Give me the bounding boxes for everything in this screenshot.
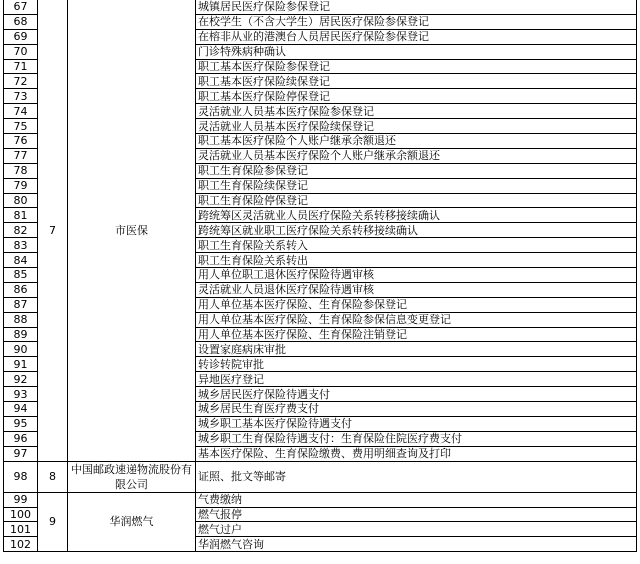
service-item: 职工基本医疗保险个人账户继承余额退还: [196, 134, 637, 149]
service-item: 异地医疗登记: [196, 372, 637, 387]
service-table: [3, 0, 637, 552]
row-index: 83: [4, 238, 38, 253]
row-index: 93: [4, 387, 38, 402]
service-item: 职工生育保险关系转入: [196, 238, 637, 253]
row-index: 74: [4, 104, 38, 119]
row-index: 102: [4, 537, 38, 552]
department-name: 市医保: [68, 0, 196, 461]
service-item: 职工基本医疗保险停保登记: [196, 89, 637, 104]
service-item: 灵活就业人员基本医疗保险参保登记: [196, 104, 637, 119]
service-item: 设置家庭病床审批: [196, 342, 637, 357]
service-item: 华润燃气咨询: [196, 537, 637, 552]
row-index: 69: [4, 29, 38, 44]
row-index: 78: [4, 163, 38, 178]
row-index: 68: [4, 14, 38, 29]
row-index: 101: [4, 522, 38, 537]
service-item: 职工生育保险关系转出: [196, 253, 637, 268]
row-index: 98: [4, 461, 38, 492]
row-index: 75: [4, 119, 38, 134]
service-item: 职工生育保险续保登记: [196, 178, 637, 193]
service-item: 跨统筹区就业职工医疗保险关系转移接续确认: [196, 223, 637, 238]
service-item: 气费缴纳: [196, 492, 637, 507]
table-row: [4, 492, 637, 507]
service-item: 灵活就业人员退休医疗保险待遇审核: [196, 282, 637, 297]
row-index: 97: [4, 446, 38, 461]
service-item: 燃气过户: [196, 522, 637, 537]
department-name: 中国邮政速递物流股份有限公司: [68, 461, 196, 492]
service-item: 在榕非从业的港澳台人员居民医疗保险参保登记: [196, 29, 637, 44]
row-index: 91: [4, 357, 38, 372]
service-item: 职工基本医疗保险续保登记: [196, 74, 637, 89]
service-item: 燃气报停: [196, 507, 637, 522]
service-item: 城乡职工基本医疗保险待遇支付: [196, 416, 637, 431]
row-index: 71: [4, 59, 38, 74]
service-item: 灵活就业人员基本医疗保险个人账户继承余额退还: [196, 148, 637, 163]
row-index: 95: [4, 416, 38, 431]
service-item: 职工生育保险停保登记: [196, 193, 637, 208]
row-index: 67: [4, 0, 38, 14]
group-number: 7: [38, 0, 68, 461]
row-index: 94: [4, 402, 38, 417]
row-index: 72: [4, 74, 38, 89]
row-index: 81: [4, 208, 38, 223]
service-item: 灵活就业人员基本医疗保险续保登记: [196, 119, 637, 134]
table-row: [4, 461, 637, 492]
service-item: 城乡居民医疗保险待遇支付: [196, 387, 637, 402]
service-item: 用人单位基本医疗保险、生育保险注销登记: [196, 327, 637, 342]
service-item: 门诊特殊病种确认: [196, 44, 637, 59]
row-index: 82: [4, 223, 38, 238]
row-index: 79: [4, 178, 38, 193]
row-index: 84: [4, 253, 38, 268]
row-index: 100: [4, 507, 38, 522]
service-item: 跨统筹区灵活就业人员医疗保险关系转移接续确认: [196, 208, 637, 223]
department-name: 华润燃气: [68, 492, 196, 552]
row-index: 85: [4, 268, 38, 283]
row-index: 87: [4, 297, 38, 312]
service-table-body: [4, 0, 637, 552]
row-index: 92: [4, 372, 38, 387]
row-index: 96: [4, 431, 38, 446]
service-item: 职工生育保险参保登记: [196, 163, 637, 178]
service-item: 证照、批文等邮寄: [196, 461, 637, 492]
table-row: [4, 0, 637, 14]
row-index: 70: [4, 44, 38, 59]
service-item: 城镇居民医疗保险参保登记: [196, 0, 637, 14]
service-item: 用人单位职工退休医疗保险待遇审核: [196, 268, 637, 283]
service-item: 职工基本医疗保险参保登记: [196, 59, 637, 74]
service-item: 在校学生（不含大学生）居民医疗保险参保登记: [196, 14, 637, 29]
row-index: 86: [4, 282, 38, 297]
service-item: 用人单位基本医疗保险、生育保险参保信息变更登记: [196, 312, 637, 327]
service-item: 城乡居民生育医疗费支付: [196, 402, 637, 417]
service-item: 用人单位基本医疗保险、生育保险参保登记: [196, 297, 637, 312]
row-index: 77: [4, 148, 38, 163]
row-index: 73: [4, 89, 38, 104]
row-index: 76: [4, 134, 38, 149]
row-index: 80: [4, 193, 38, 208]
group-number: 8: [38, 461, 68, 492]
row-index: 89: [4, 327, 38, 342]
service-item: 基本医疗保险、生育保险缴费、费用明细查询及打印: [196, 446, 637, 461]
group-number: 9: [38, 492, 68, 552]
row-index: 99: [4, 492, 38, 507]
row-index: 90: [4, 342, 38, 357]
service-item: 城乡职工生育保险待遇支付：生育保险住院医疗费支付: [196, 431, 637, 446]
service-item: 转诊转院审批: [196, 357, 637, 372]
row-index: 88: [4, 312, 38, 327]
